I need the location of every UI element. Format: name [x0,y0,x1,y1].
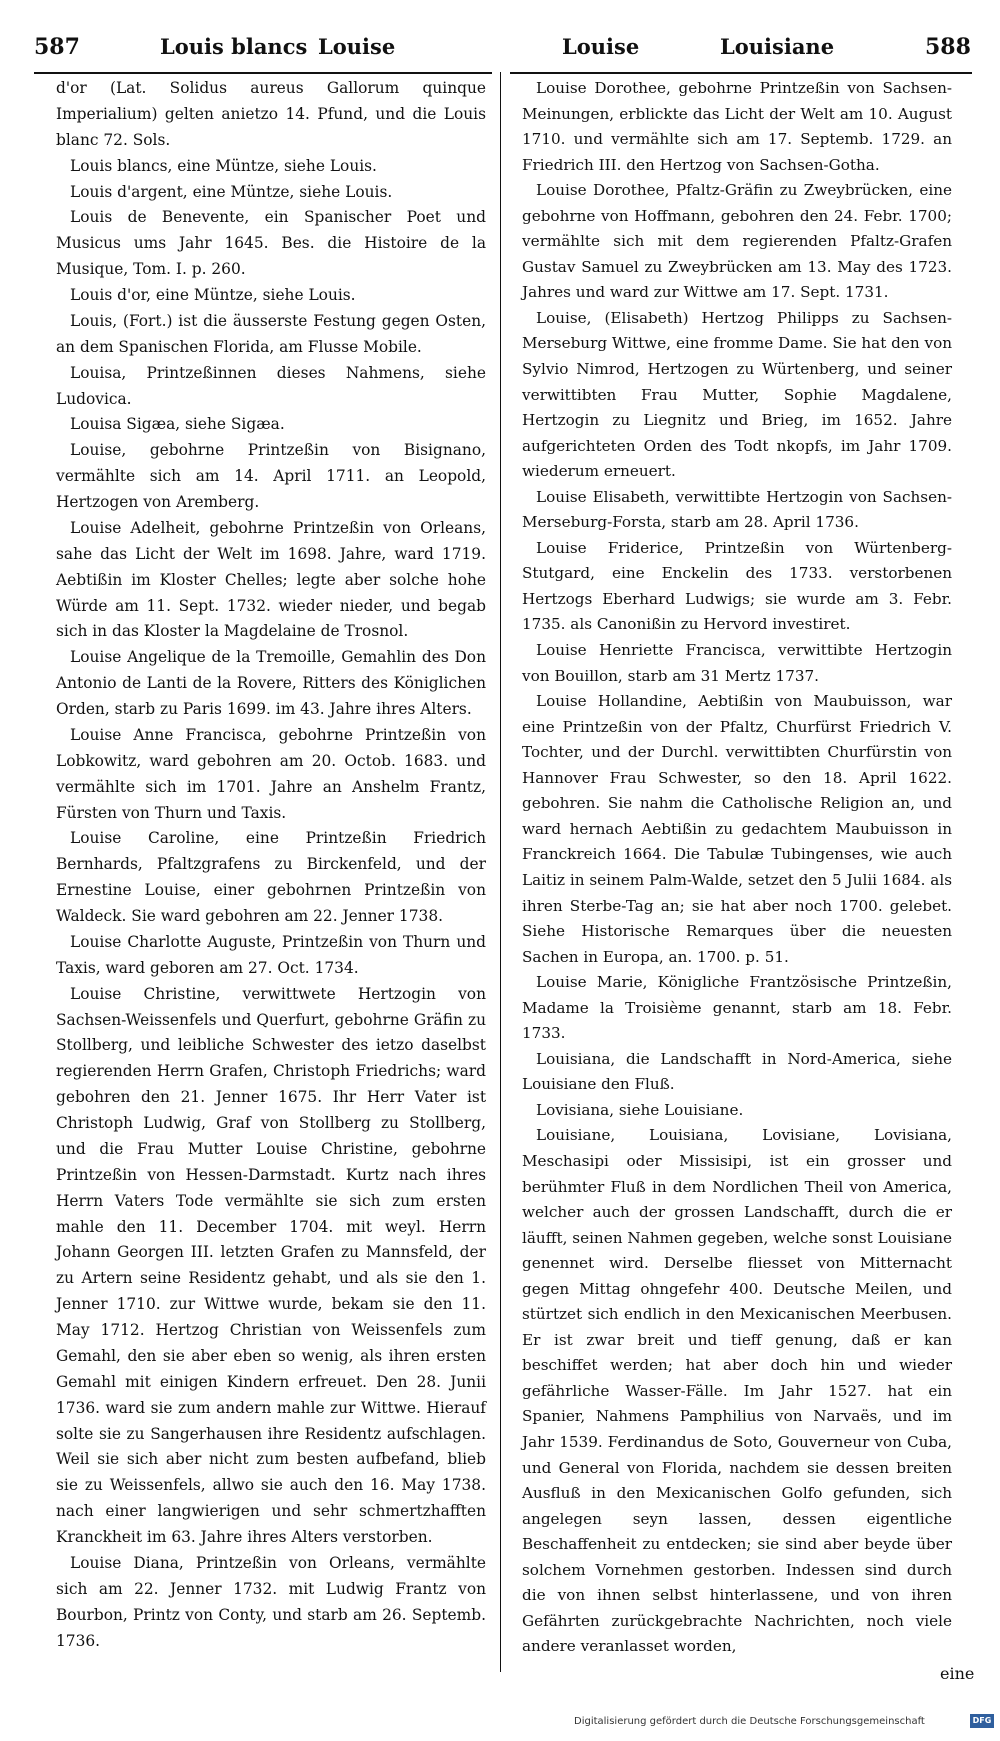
dictionary-entry: Louise Angelique de la Tremoille, Gemahlin des Don Antonio de Lanti de la Rovere, Ritters des Königlichen Orden, starb zu Paris 1699. im 43. Jahre ihres Alters. [56,648,486,718]
dictionary-entry: Louisiane, Louisiana, Lovisiane, Lovisiana, Meschasipi oder Missisipi, ist ein grosser und berühmter Fluß in dem Nordlichen Theil von America, welcher auch der grossen Landschafft, durch die er läufft, seinen Nahmen gegeben, welche sonst Louisiane genennet wird. Derselbe fliesset von Mitternacht gegen Mittag ohngefehr 400. Deutsche Meilen, und stürtzet sich endlich in den Mexicanischen Meerbusen. Er ist zwar breit und tieff genung, daß er kan beschiffet werden; hat aber doch hin und wieder gefährliche Wasser-Fälle. Im Jahr 1527. hat ein Spanier, Nahmens Pamphilius von Narvaës, und im Jahr 1539. Ferdinandus de Soto, Gouverneur von Cuba, und General von Florida, nachdem sie dessen breiten Ausfluß in den Mexicanischen Golfo gefunden, sich angelegen seyn lassen, dessen eigentliche Beschaffenheit zu entdecken; sie sind aber beyde über solchem Vornehmen gestorben. Indessen sind durch die von ihnen selbst hinterlassene, und von ihren Gefährten zurückgebrachte Nachrichten, noch viele andere veranlasset worden, [522,1126,952,1656]
dictionary-entry: Louise Dorothee, gebohrne Printzeßin von Sachsen-Meinungen, erblickte das Licht der Welt am 10. August 1710. und vermählte sich am 17. Septemb. 1729. an Friedrich III. den Hertzog von Sachsen-Gotha. [522,79,952,174]
dictionary-entry: Louise Anne Francisca, gebohrne Printzeßin von Lobkowitz, ward gebohren am 20. Octob. 1683. und vermählte sich im 1701. Jahre an Anshelm Frantz, Fürsten von Thurn und Taxis. [56,725,486,822]
left-column [56,76,486,1654]
dictionary-entry: Louisa Sigæa, siehe Sigæa. [70,415,285,434]
dictionary-entry: Louis d'argent, eine Müntze, siehe Louis. [70,182,393,201]
left-page-number: 587 [34,34,80,60]
right-header-catchword-1: Louise [562,34,640,59]
digitization-credit: Digitalisierung gefördert durch die Deutsche Forschungsgemeinschaft [574,1716,925,1727]
dictionary-entry: Louise Charlotte Auguste, Printzeßin von Thurn und Taxis, ward geboren am 27. Oct. 1734. [56,932,486,977]
dictionary-entry: Lovisiana, siehe Louisiane. [536,1100,744,1119]
dictionary-entry: Louise Henriette Francisca, verwittibte Hertzogin von Bouillon, starb am 31 Mertz 1737. [522,641,952,685]
right-column [522,76,952,1660]
dictionary-entry: Louise, gebohrne Printzeßin von Bisignano, vermählte sich am 14. April 1711. an Leopold, Hertzogen von Aremberg. [56,441,486,511]
dictionary-entry: Louis, (Fort.) ist die äusserste Festung gegen Osten, an dem Spanischen Florida, am Flusse Mobile. [56,311,486,356]
dfg-logo: DFG [970,1714,994,1728]
dictionary-entry: Louis blancs, eine Müntze, siehe Louis. [70,156,377,175]
dictionary-entry: Louise Marie, Königliche Frantzösische Printzeßin, Madame la Troisième genannt, starb am 18. Febr. 1733. [522,973,952,1043]
dictionary-entry: Louise Christine, verwittwete Hertzogin von Sachsen-Weissenfels und Querfurt, gebohrne Gräfin zu Stollberg, und leibliche Schwester des ietzo daselbst regierenden Herrn Grafen, Christoph Friedrichs; ward gebohren den 21. Jenner 1675. Ihr Herr Vater ist Christoph Ludwig, Graf von Stollberg zu Stollberg, und die Frau Mutter Louise Christine, gebohrne Printzeßin von Hessen-Darmstadt. Kurtz nach ihres Herrn Vaters Tode vermählte sie sich zum ersten mahle den 11. December 1704. mit weyl. Herrn Johann Georgen III. letzten Grafen zu Mannsfeld, der zu Artern seine Residentz gehabt, und als sie den 1. Jenner 1710. zur Wittwe wurde, bekam sie den 11. May 1712. Hertzog Christian von Weissenfels zum Gemahl, den sie aber eben so wenig, als ihren ersten Gemahl mit einigen Kindern erfreuet. Den 28. Junii 1736. ward sie zum andern mahle zur Wittwe. Hierauf solte sie zu Sangerhausen ihre Residentz aufschlagen. Weil sie sich aber nicht zum besten aufbefand, blieb sie zu Weissenfels, allwo sie auch den 16. May 1738. nach einer langwierigen und sehr schmertzhafften Kranckheit im 63. Jahre ihres Alters verstorben. [56,984,486,1546]
dictionary-entry: Louise Dorothee, Pfaltz-Gräfin zu Zweybrücken, eine gebohrne von Hoffmann, gebohren den 24. Febr. 1700; vermählte sich mit dem regierenden Pfaltz-Grafen Gustav Samuel zu Zweybrücken am 13. May des 1723. Jahres und ward zur Wittwe am 17. Sept. 1731. [522,181,952,302]
dictionary-entry: Louise Friderice, Printzeßin von Würtenberg-Stutgard, eine Enckelin des 1733. verstorbenen Hertzogs Eberhard Ludwigs; sie wurde am 3. Febr. 1735. als Canonißin zu Hervord investiret. [522,538,952,634]
dictionary-entry: Louise Elisabeth, verwittibte Hertzogin von Sachsen-Merseburg-Forsta, starb am 28. April 1736. [522,487,952,532]
catchword: eine [940,1664,975,1683]
dictionary-entry: Louise, (Elisabeth) Hertzog Philipps zu Sachsen-Merseburg Wittwe, eine fromme Dame. Sie hat den von Sylvio Nimrod, Hertzogen zu Würtenberg, und seiner verwittibten Frau Mutter, Sophie Magdalene, Hertzogin zu Liegnitz und Brieg, im 1652. Jahre aufgerichteten Orden des Todt nkopfs, im Jahr 1709. wiederum erneuert. [522,308,952,481]
column-divider [500,72,501,1672]
dictionary-entry: Louise Hollandine, Aebtißin von Maubuisson, war eine Printzeßin von der Pfaltz, Churfürst Friedrich V. Tochter, und der Durchl. verwittibten Churfürstin von Hannover Frau Schwester, so den 18. April 1622. gebohren. Sie nahm die Catholische Religion an, und ward hernach Aebtißin zu gedachtem Maubuisson in Franckreich 1664. Die Tabulæ Tubingenses, wie auch Laitiz in seinem Palm-Walde, setzet den 5 Julii 1684. als ihren Sterbe-Tag an; sie hat aber noch 1700. gelebet. Siehe Historische Remarques über die neuesten Sachen in Europa, an. 1700. p. 51. [522,692,952,966]
right-header-catchword-2: Louisiane [720,34,835,59]
right-page-number: 588 [925,34,971,60]
left-header-catchword-2: Louise [318,34,396,59]
dictionary-entry: Louise Adelheit, gebohrne Printzeßin von Orleans, sahe das Licht der Welt im 1698. Jahre, ward 1719. Aebtißin im Kloster Chelles; legte aber solche hohe Würde am 11. Sept. 1732. wieder nieder, und begab sich in das Kloster la Magdelaine de Trosnol. [56,518,486,641]
dictionary-entry: Louis d'or, eine Müntze, siehe Louis. [70,286,356,304]
right-header-rule [510,72,972,74]
dictionary-entry: Louise Diana, Printzeßin von Orleans, vermählte sich am 22. Jenner 1732. mit Ludwig Frantz von Bourbon, Printz von Conty, und starb am 26. Septemb. 1736. [56,1553,486,1650]
dictionary-entry: Louisiana, die Landschafft in Nord-America, siehe Louisiane den Fluß. [522,1049,952,1094]
dictionary-entry: Louisa, Printzeßinnen dieses Nahmens, siehe Ludovica. [56,363,486,408]
continued-entry: d'or (Lat. Solidus aureus Gallorum quinque Imperialium) gelten anietzo 14. Pfund, und die Louis blanc 72. Sols. [56,79,486,149]
dictionary-entry: Louis de Benevente, ein Spanischer Poet und Musicus ums Jahr 1645. Bes. die Histoire de la Musique, Tom. I. p. 260. [56,208,486,279]
left-header-rule [34,72,492,74]
left-header-catchword-1: Louis blancs [160,34,308,59]
dictionary-entry: Louise Caroline, eine Printzeßin Friedrich Bernhards, Pfaltzgrafens zu Birckenfeld, und der Ernestine Louise, einer gebohrnen Printzeßin von Waldeck. Sie ward gebohren am 22. Jenner 1738. [56,829,486,925]
